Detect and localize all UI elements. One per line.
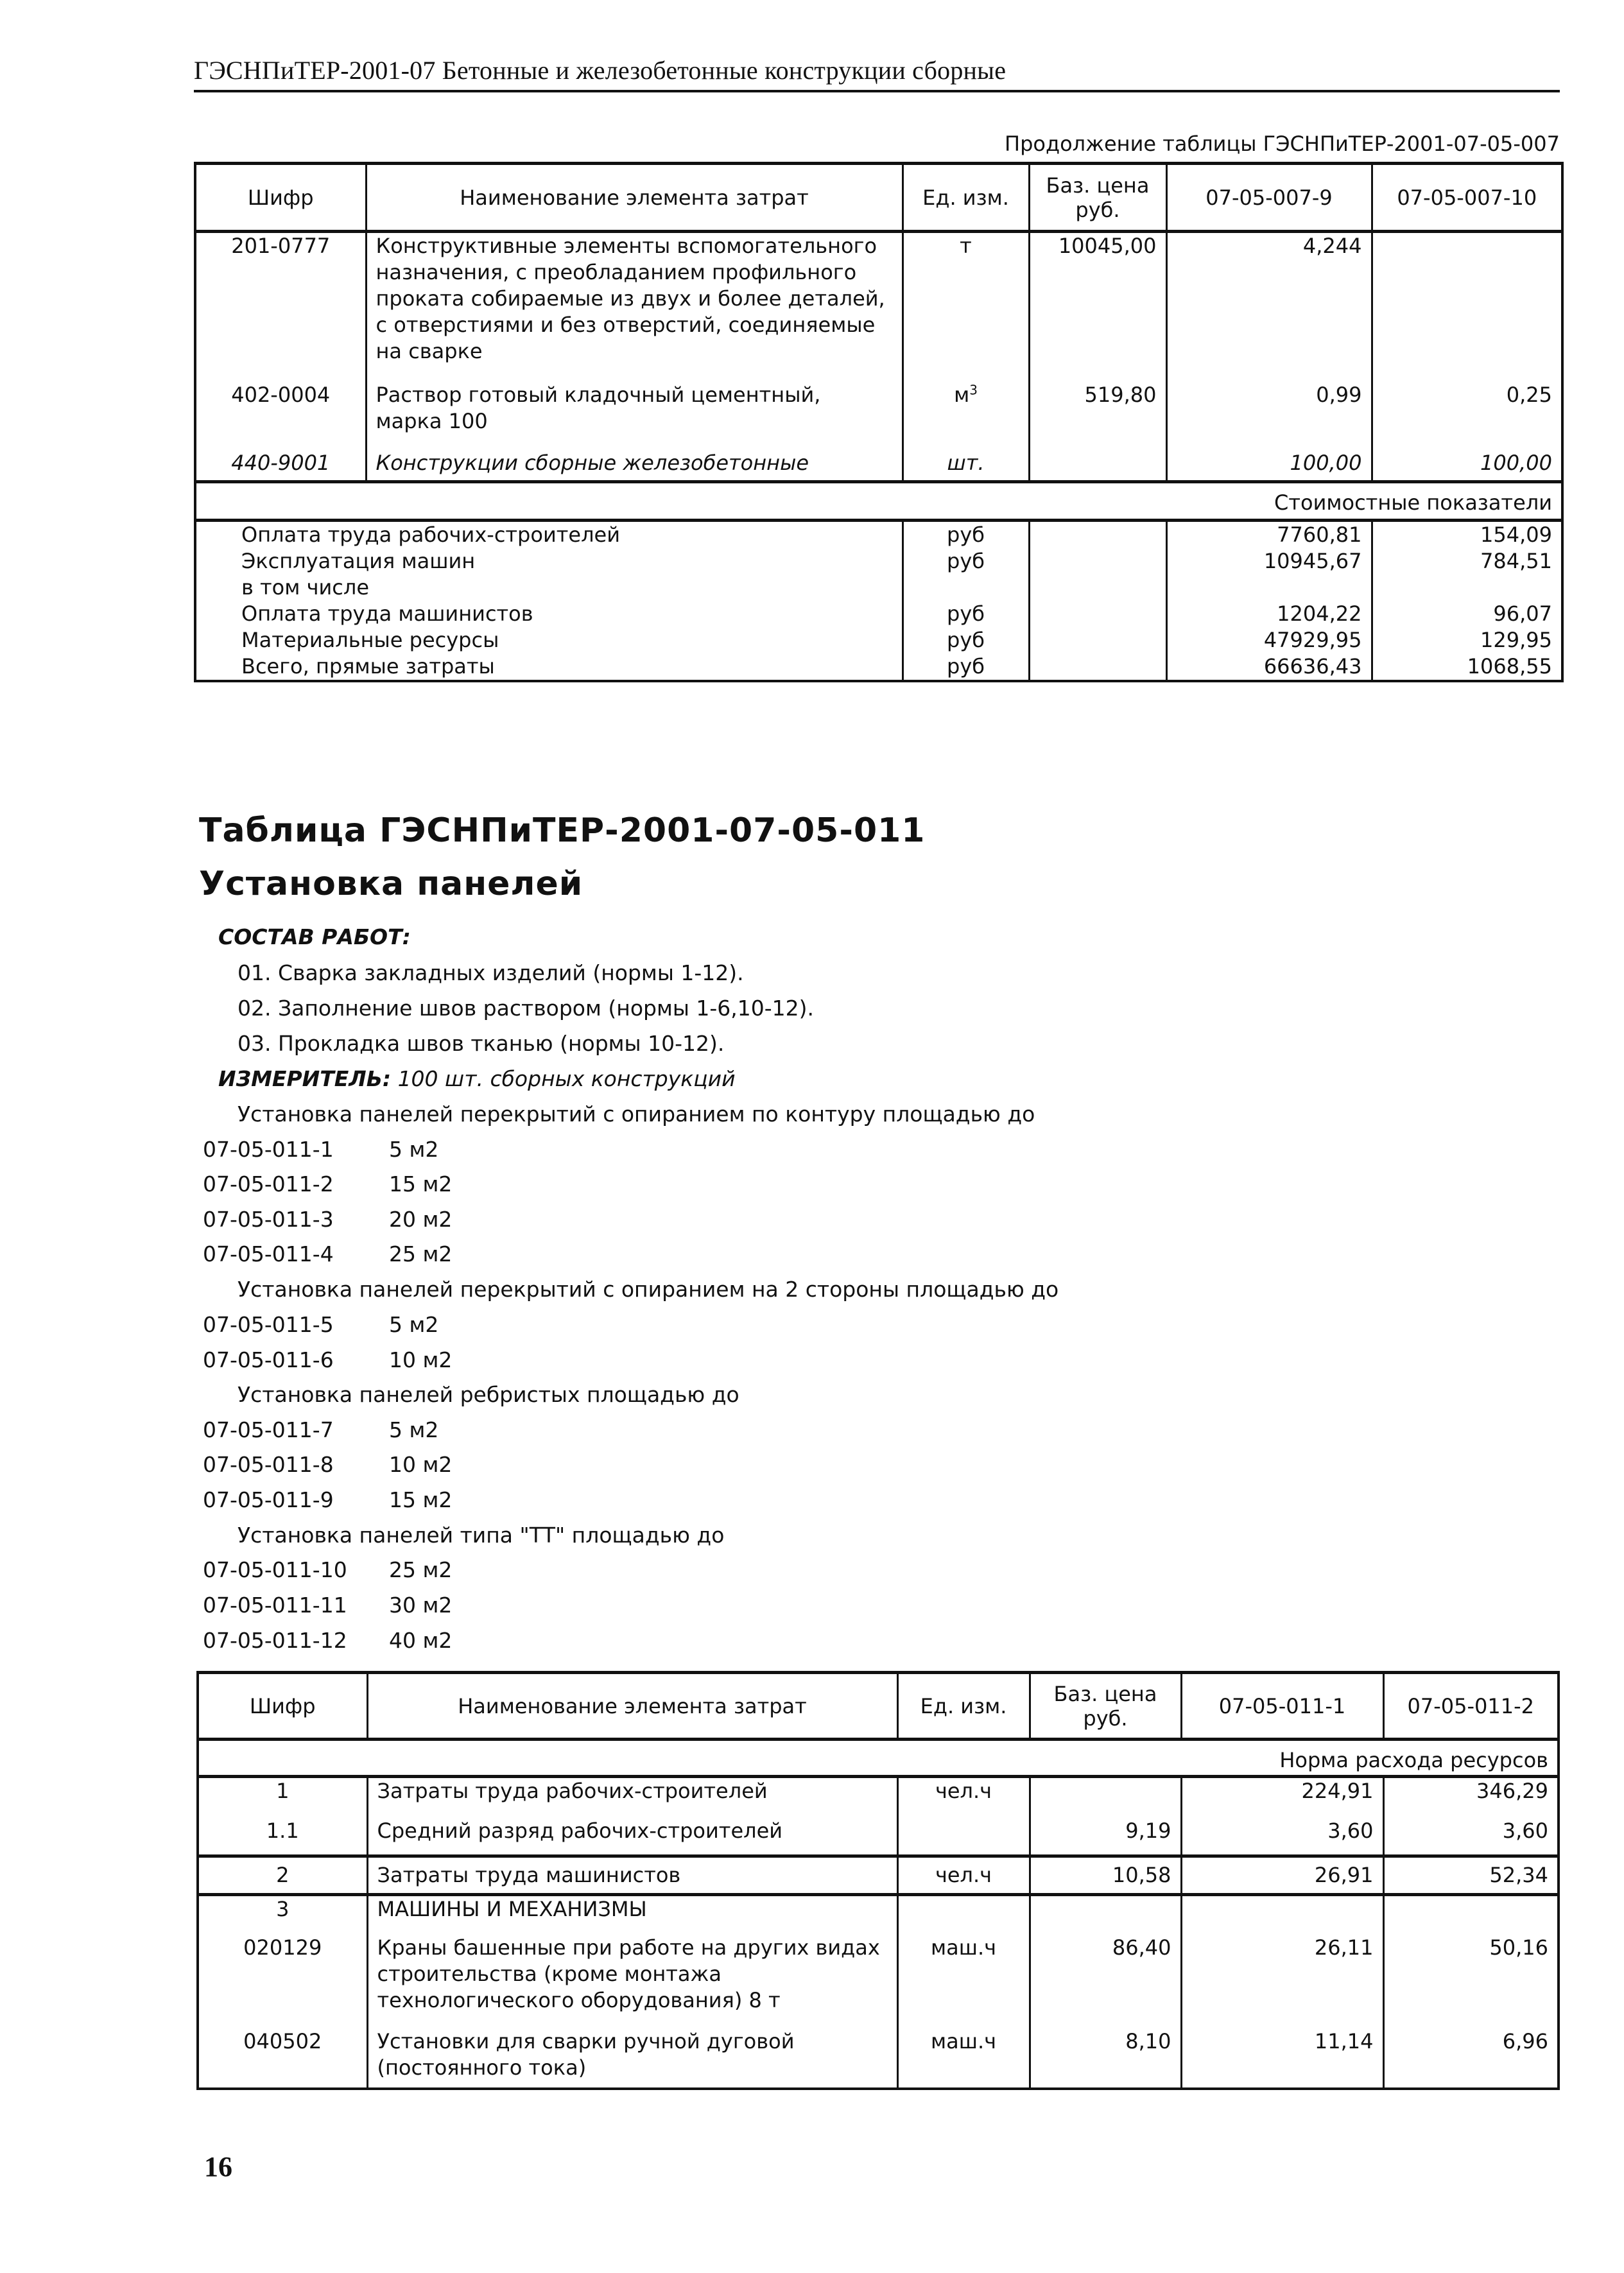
table-row <box>198 1895 1559 1935</box>
cost-row <box>195 575 1562 601</box>
cell-name: Краны башенные при работе на других видах строительства (кроме монтажа технологического оборудования) 8 т <box>367 1935 897 2028</box>
cell-code: 402-0004 <box>195 382 366 446</box>
cell-price <box>1029 446 1166 482</box>
cost-price <box>1029 653 1166 681</box>
running-header: ГЭСНПиТЕР-2001-07 Бетонные и железобетонные конструкции сборные <box>194 55 1560 92</box>
cell-value-1: 4,244 <box>1166 232 1372 382</box>
cell-value-1: 0,99 <box>1166 382 1372 446</box>
cost-price <box>1029 521 1166 549</box>
cell-value-2: 52,34 <box>1383 1856 1559 1895</box>
cost-unit <box>903 575 1029 601</box>
cost-unit: руб <box>903 601 1029 627</box>
norm-code: 07-05-011-9 <box>203 1487 334 1512</box>
norm-code: 07-05-011-3 <box>203 1207 334 1232</box>
norm-code: 07-05-011-1 <box>203 1137 334 1162</box>
cost-unit: руб <box>903 627 1029 653</box>
cell-unit: чел.ч <box>897 1856 1030 1895</box>
cost-value-1: 47929,95 <box>1166 627 1372 653</box>
cost-row <box>195 521 1562 549</box>
norm-area: 5 м2 <box>389 1417 439 1442</box>
norm-code-row <box>203 1628 452 1654</box>
cell-price: 8,10 <box>1030 2028 1181 2089</box>
section-subtitle: Установка панелей <box>199 865 583 903</box>
table-header-row <box>195 164 1562 232</box>
cell-value-1: 224,91 <box>1181 1777 1383 1818</box>
meter-line <box>218 1066 736 1092</box>
cost-unit: руб <box>903 521 1029 549</box>
cost-value-1: 66636,43 <box>1166 653 1372 681</box>
table-title: Таблица ГЭСНПиТЕР-2001-07-05-011 <box>199 811 926 850</box>
cost-row <box>195 653 1562 681</box>
table-row <box>198 1935 1559 2028</box>
work-item: 01. Сварка закладных изделий (нормы 1-12). <box>238 960 744 985</box>
work-item: 02. Заполнение швов раствором (нормы 1-6,10-12). <box>238 996 815 1021</box>
cell-code: 201-0777 <box>195 232 366 382</box>
norm-code-row <box>203 1593 452 1618</box>
norm-code-row <box>203 1557 452 1583</box>
cell-price <box>1030 1895 1181 1935</box>
cell-unit: т <box>903 232 1029 382</box>
table-row <box>198 2028 1559 2089</box>
header-code: Шифр <box>195 164 366 232</box>
band-label: Стоимостные показатели <box>195 482 1562 521</box>
table-continuation-caption: Продолжение таблицы ГЭСНПиТЕР-2001-07-05-007 <box>1005 132 1560 156</box>
cost-value-1: 7760,81 <box>1166 521 1372 549</box>
group-heading: Установка панелей типа "ТТ" площадью до <box>238 1523 725 1548</box>
norm-code: 07-05-011-5 <box>203 1312 334 1337</box>
cell-code: 040502 <box>198 2028 367 2089</box>
header-code: Шифр <box>198 1673 367 1740</box>
cost-value-1 <box>1166 575 1372 601</box>
norm-code: 07-05-011-11 <box>203 1593 347 1618</box>
cost-value-2: 96,07 <box>1372 601 1562 627</box>
meter-value: 100 шт. сборных конструкций <box>397 1066 736 1091</box>
norm-code: 07-05-011-2 <box>203 1171 334 1197</box>
cost-row <box>195 548 1562 575</box>
cell-price <box>1030 1777 1181 1818</box>
cost-row <box>195 601 1562 627</box>
band-row <box>198 1740 1559 1777</box>
header-price: Баз. цена руб. <box>1030 1673 1181 1740</box>
cell-value-1: 11,14 <box>1181 2028 1383 2089</box>
cost-name: Материальные ресурсы <box>195 627 903 653</box>
header-col2: 07-05-007-10 <box>1372 164 1562 232</box>
cost-name: Оплата труда рабочих-строителей <box>195 521 903 549</box>
cell-price: 519,80 <box>1029 382 1166 446</box>
header-name: Наименование элемента затрат <box>367 1673 897 1740</box>
table-row <box>195 446 1562 482</box>
table-header-row <box>198 1673 1559 1740</box>
table-row <box>195 382 1562 446</box>
norm-area: 25 м2 <box>389 1557 453 1582</box>
cell-code: 3 <box>198 1895 367 1935</box>
cell-value-2 <box>1383 1895 1559 1935</box>
cell-code: 2 <box>198 1856 367 1895</box>
norm-area: 5 м2 <box>389 1137 439 1162</box>
table-row <box>198 1777 1559 1818</box>
cost-value-2: 784,51 <box>1372 548 1562 575</box>
norm-code-row <box>203 1207 452 1232</box>
cost-price <box>1029 575 1166 601</box>
cell-value-2: 3,60 <box>1383 1818 1559 1856</box>
norm-area: 25 м2 <box>389 1241 453 1266</box>
cell-price: 10045,00 <box>1029 232 1166 382</box>
norm-area: 15 м2 <box>389 1171 453 1197</box>
header-unit: Ед. изм. <box>903 164 1029 232</box>
cell-name: Средний разряд рабочих-строителей <box>367 1818 897 1856</box>
cost-row <box>195 627 1562 653</box>
cell-price: 86,40 <box>1030 1935 1181 2028</box>
norm-code-row <box>203 1241 452 1267</box>
cell-unit: маш.ч <box>897 1935 1030 2028</box>
cell-unit: чел.ч <box>897 1777 1030 1818</box>
norm-area: 10 м2 <box>389 1347 453 1372</box>
header-price: Баз. цена руб. <box>1029 164 1166 232</box>
cell-price: 9,19 <box>1030 1818 1181 1856</box>
band-row <box>195 482 1562 521</box>
cost-name: Эксплуатация машин <box>195 548 903 575</box>
cell-unit <box>897 1818 1030 1856</box>
header-unit: Ед. изм. <box>897 1673 1030 1740</box>
norm-code-row <box>203 1137 438 1162</box>
cost-name: Всего, прямые затраты <box>195 653 903 681</box>
table-07-05-011 <box>196 1671 1560 2090</box>
cell-name: Затраты труда рабочих-строителей <box>367 1777 897 1818</box>
norm-code: 07-05-011-7 <box>203 1417 334 1442</box>
cell-name: МАШИНЫ И МЕХАНИЗМЫ <box>367 1895 897 1935</box>
table-07-05-007-continuation <box>194 162 1564 682</box>
norm-code-row <box>203 1312 438 1338</box>
cost-value-2: 129,95 <box>1372 627 1562 653</box>
cell-value-1: 100,00 <box>1166 446 1372 482</box>
norm-area: 10 м2 <box>389 1452 453 1477</box>
cell-unit: шт. <box>903 446 1029 482</box>
cell-value-2: 6,96 <box>1383 2028 1559 2089</box>
norm-area: 20 м2 <box>389 1207 453 1232</box>
work-composition-label: СОСТАВ РАБОТ: <box>218 924 411 949</box>
norm-code: 07-05-011-12 <box>203 1628 347 1653</box>
group-heading: Установка панелей перекрытий с опиранием на 2 стороны площадью до <box>238 1277 1059 1302</box>
cost-price <box>1029 627 1166 653</box>
work-item: 03. Прокладка швов тканью (нормы 10-12). <box>238 1031 725 1056</box>
cell-code: 440-9001 <box>195 446 366 482</box>
meter-label: ИЗМЕРИТЕЛЬ: <box>218 1066 392 1091</box>
cost-name: Оплата труда машинистов <box>195 601 903 627</box>
norm-code-row <box>203 1487 452 1513</box>
cell-name: Установки для сварки ручной дуговой (постоянного тока) <box>367 2028 897 2089</box>
norm-code: 07-05-011-6 <box>203 1347 334 1372</box>
cost-value-2 <box>1372 575 1562 601</box>
cell-unit <box>897 1895 1030 1935</box>
norm-code: 07-05-011-10 <box>203 1557 347 1582</box>
cell-name: Затраты труда машинистов <box>367 1856 897 1895</box>
cost-value-1: 10945,67 <box>1166 548 1372 575</box>
page-number: 16 <box>204 2151 232 2182</box>
table-row <box>198 1856 1559 1895</box>
cell-value-1: 26,11 <box>1181 1935 1383 2028</box>
cell-value-2: 0,25 <box>1372 382 1562 446</box>
cost-price <box>1029 601 1166 627</box>
norm-code-row <box>203 1452 452 1478</box>
cost-value-2: 1068,55 <box>1372 653 1562 681</box>
cell-value-1: 3,60 <box>1181 1818 1383 1856</box>
header-col1: 07-05-007-9 <box>1166 164 1372 232</box>
cell-value-1: 26,91 <box>1181 1856 1383 1895</box>
cell-price: 10,58 <box>1030 1856 1181 1895</box>
unit-text: м <box>954 382 970 407</box>
group-heading: Установка панелей ребристых площадью до <box>238 1382 739 1407</box>
cost-value-1: 1204,22 <box>1166 601 1372 627</box>
norm-area: 30 м2 <box>389 1593 453 1618</box>
cell-value-1 <box>1181 1895 1383 1935</box>
cell-name: Конструкции сборные железобетонные <box>366 446 903 482</box>
cell-code: 1 <box>198 1777 367 1818</box>
norm-code-row <box>203 1347 452 1373</box>
norm-code: 07-05-011-4 <box>203 1241 334 1266</box>
cost-unit: руб <box>903 653 1029 681</box>
norm-code-row <box>203 1417 438 1443</box>
cell-name: Конструктивные элементы вспомогательного назначения, с преобладанием профильного проката собираемые из двух и более деталей, с отверстиями и без отверстий, соединяемые на сварке <box>366 232 903 382</box>
table-row <box>198 1818 1559 1856</box>
cell-code: 1.1 <box>198 1818 367 1856</box>
cost-unit: руб <box>903 548 1029 575</box>
band-label: Норма расхода ресурсов <box>198 1740 1559 1777</box>
header-col1: 07-05-011-1 <box>1181 1673 1383 1740</box>
cell-code: 020129 <box>198 1935 367 2028</box>
cell-unit <box>903 382 1029 446</box>
cost-name: в том числе <box>195 575 903 601</box>
group-heading: Установка панелей перекрытий с опиранием по контуру площадью до <box>238 1102 1035 1127</box>
norm-code: 07-05-011-8 <box>203 1452 334 1477</box>
cell-value-2: 100,00 <box>1372 446 1562 482</box>
cell-unit: маш.ч <box>897 2028 1030 2089</box>
cost-price <box>1029 548 1166 575</box>
norm-area: 15 м2 <box>389 1487 453 1512</box>
cell-value-2 <box>1372 232 1562 382</box>
cell-value-2: 50,16 <box>1383 1935 1559 2028</box>
table-row <box>195 232 1562 382</box>
cell-value-2: 346,29 <box>1383 1777 1559 1818</box>
header-col2: 07-05-011-2 <box>1383 1673 1559 1740</box>
norm-area: 5 м2 <box>389 1312 439 1337</box>
unit-superscript: 3 <box>969 381 978 397</box>
header-name: Наименование элемента затрат <box>366 164 903 232</box>
norm-code-row <box>203 1171 452 1197</box>
norm-area: 40 м2 <box>389 1628 453 1653</box>
cost-value-2: 154,09 <box>1372 521 1562 549</box>
cell-name: Раствор готовый кладочный цементный, марка 100 <box>366 382 903 446</box>
